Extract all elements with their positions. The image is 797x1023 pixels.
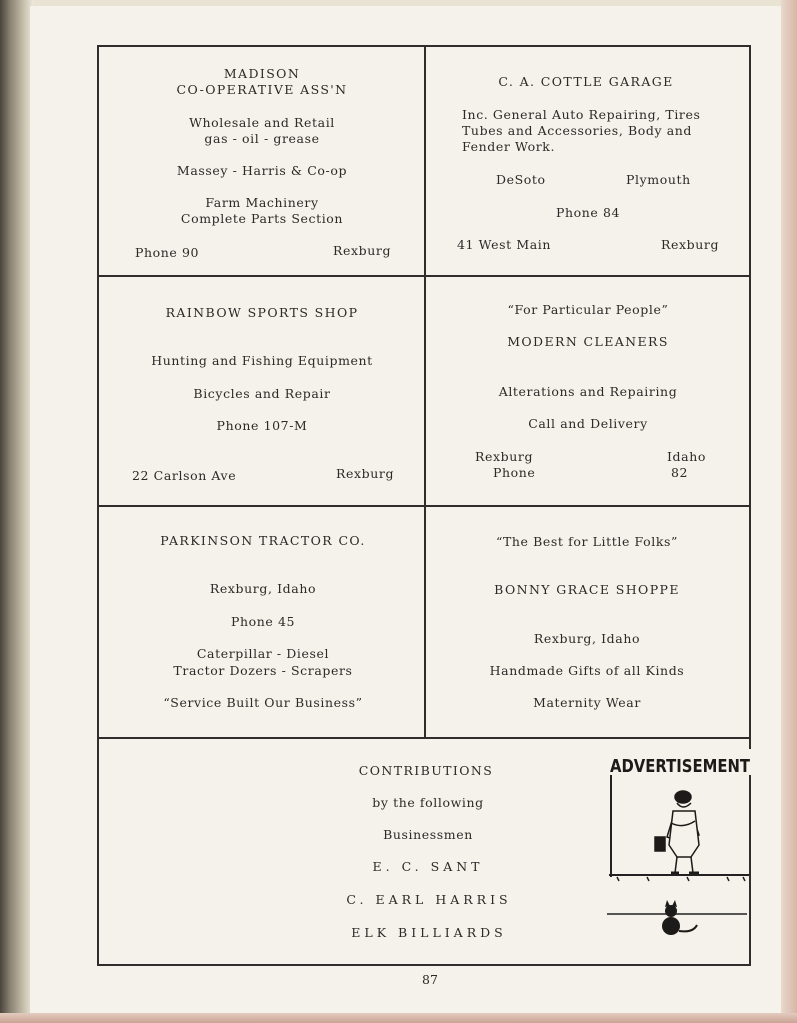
parkinson-line-dozers: Tractor Dozers - Scrapers xyxy=(173,663,353,678)
bonny-location: Rexburg, Idaho xyxy=(533,631,641,646)
modern-line-alterations: Alterations and Repairing xyxy=(498,384,678,399)
cat-icon xyxy=(662,900,697,935)
modern-state: Idaho xyxy=(667,449,706,464)
book-spine-shadow xyxy=(0,0,34,1023)
contributor-name: ELK BILLIARDS xyxy=(351,925,507,940)
contributor-name: C. EARL HARRIS xyxy=(346,892,512,907)
modern-city: Rexburg xyxy=(475,449,534,464)
parkinson-slogan: “Service Built Our Business” xyxy=(163,695,363,710)
cottle-brand-desoto: DeSoto xyxy=(496,172,546,187)
parkinson-line-caterpillar: Caterpillar - Diesel xyxy=(196,646,330,661)
ad-grid-divider-row3 xyxy=(97,737,751,739)
man-figure-icon xyxy=(655,791,699,873)
bonny-slogan: “The Best for Little Folks” xyxy=(495,534,679,549)
ad-grid-divider-row2 xyxy=(97,505,751,507)
cottle-city: Rexburg xyxy=(661,237,720,252)
madison-phone: Phone 90 xyxy=(135,245,200,260)
bonny-line-gifts: Handmade Gifts of all Kinds xyxy=(489,663,685,678)
modern-name: MODERN CLEANERS xyxy=(507,334,669,349)
madison-name-line1: MADISON xyxy=(223,66,301,81)
parkinson-phone: Phone 45 xyxy=(230,614,296,629)
rainbow-address: 22 Carlson Ave xyxy=(132,468,237,483)
bonny-line-maternity: Maternity Wear xyxy=(533,695,641,710)
rainbow-line-hunting: Hunting and Fishing Equipment xyxy=(151,353,373,368)
cottle-brand-plymouth: Plymouth xyxy=(626,172,691,187)
cottle-phone: Phone 84 xyxy=(555,205,621,220)
contributions-line-businessmen: Businessmen xyxy=(383,827,473,842)
rainbow-name: RAINBOW SPORTS SHOP xyxy=(165,305,359,320)
madison-line-gas: gas - oil - grease xyxy=(204,131,320,146)
advertisement-illustration xyxy=(607,745,755,945)
cottle-line3: Fender Work. xyxy=(462,139,556,154)
page-edge-right xyxy=(781,0,797,1023)
sign-text: ADVERTISEMENT xyxy=(610,756,751,777)
rainbow-phone: Phone 107-M xyxy=(216,418,308,433)
cottle-line2: Tubes and Accessories, Body and xyxy=(462,123,693,138)
contributor-name: E. C. SANT xyxy=(372,859,484,874)
madison-name-line2: CO-OPERATIVE ASS'N xyxy=(176,82,348,97)
modern-line-call: Call and Delivery xyxy=(528,416,648,431)
ad-grid-divider-row1 xyxy=(97,275,751,277)
page-edge-bottom xyxy=(0,1013,797,1023)
rainbow-city: Rexburg xyxy=(336,466,395,481)
parkinson-location: Rexburg, Idaho xyxy=(209,581,317,596)
madison-line-farm: Farm Machinery xyxy=(205,195,319,210)
madison-line-wholesale: Wholesale and Retail xyxy=(189,115,335,130)
ad-grid-divider-vertical xyxy=(424,45,426,739)
contributions-heading: CONTRIBUTIONS xyxy=(358,763,494,778)
cottle-address: 41 West Main xyxy=(457,237,552,252)
madison-line-parts: Complete Parts Section xyxy=(180,211,344,226)
bonny-name: BONNY GRACE SHOPPE xyxy=(494,582,680,597)
page-number: 87 xyxy=(422,972,438,987)
parkinson-name: PARKINSON TRACTOR CO. xyxy=(160,533,366,548)
modern-phone-number: 82 xyxy=(671,465,689,480)
modern-slogan: “For Particular People” xyxy=(507,302,669,317)
contributions-line-following: by the following xyxy=(372,795,484,810)
modern-phone-label: Phone xyxy=(493,465,536,480)
madison-city: Rexburg xyxy=(333,243,392,258)
cottle-name: C. A. COTTLE GARAGE xyxy=(498,74,674,89)
cottle-line1: Inc. General Auto Repairing, Tires xyxy=(462,107,701,122)
rainbow-line-bicycles: Bicycles and Repair xyxy=(193,386,331,401)
madison-line-massey: Massey - Harris & Co-op xyxy=(176,163,348,178)
